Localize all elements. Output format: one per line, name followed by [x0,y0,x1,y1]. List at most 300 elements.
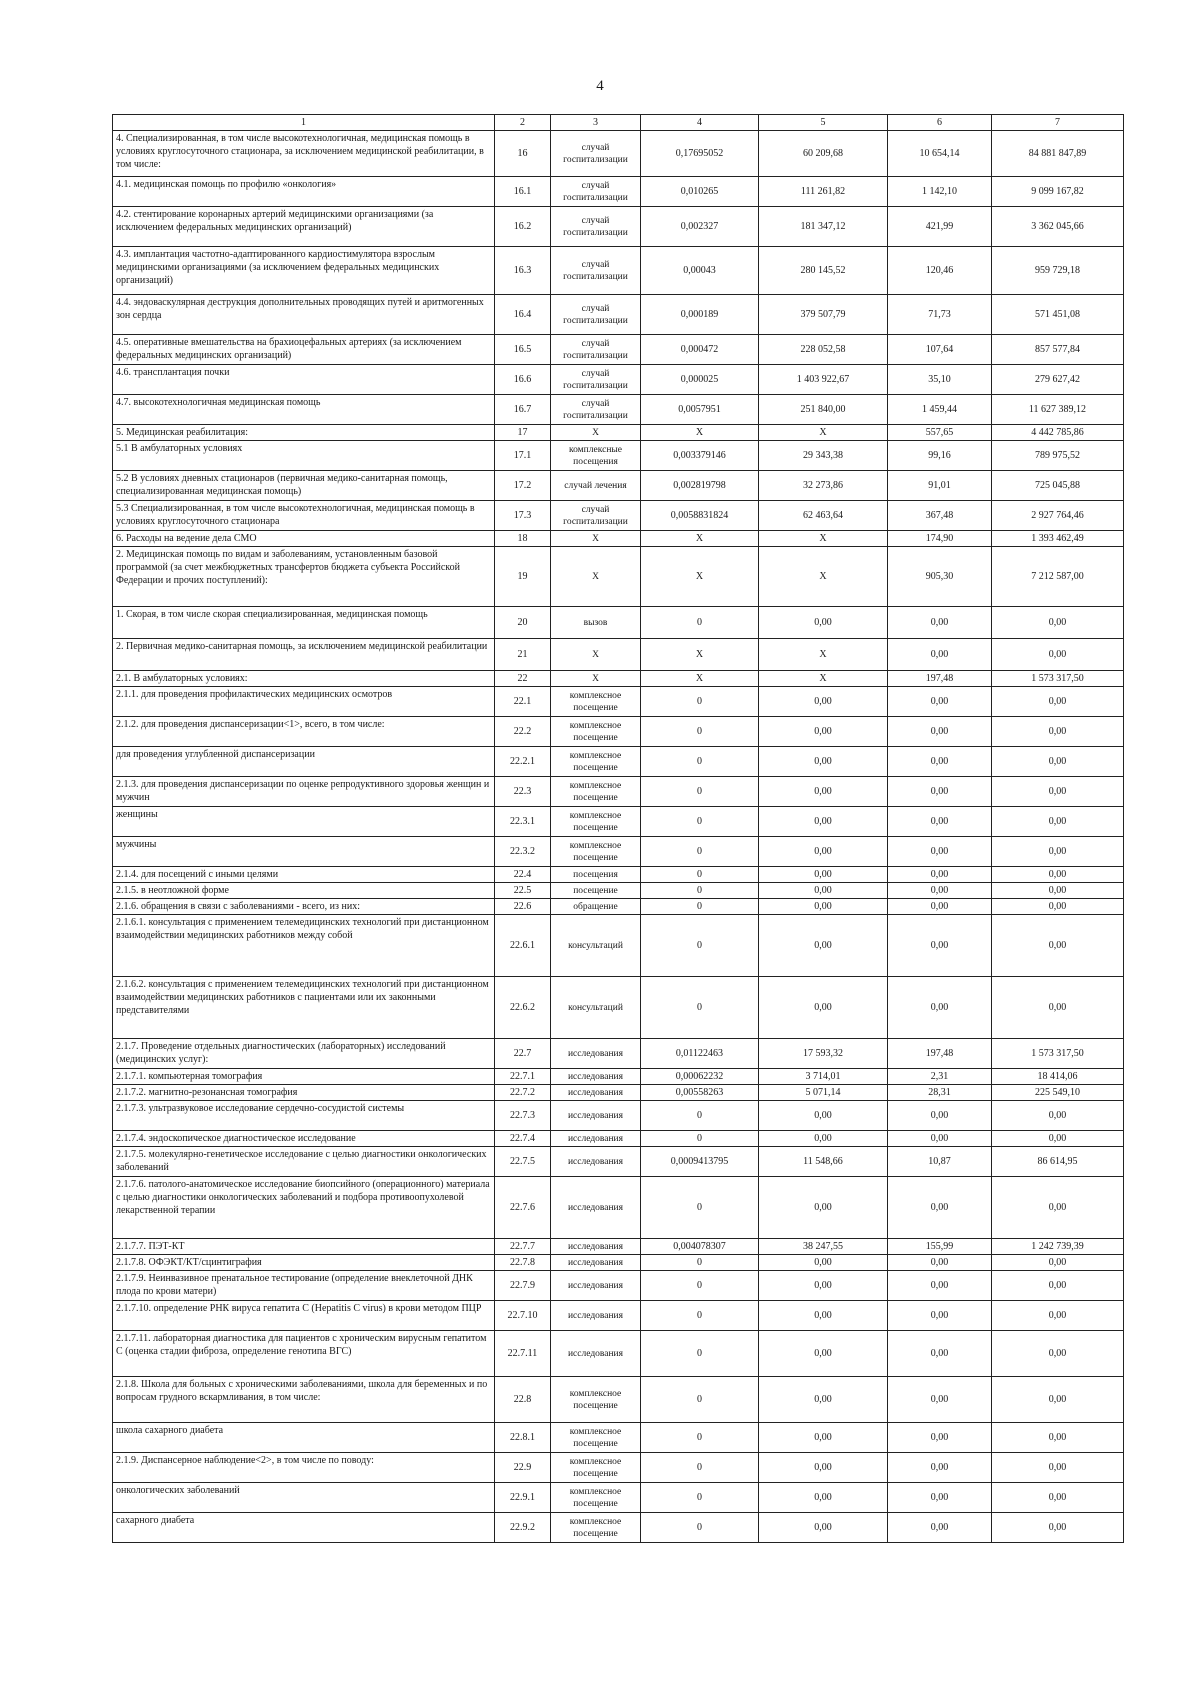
total-cost: 0,00 [992,607,1124,639]
unit-of-measure: случай госпитализации [551,395,641,425]
unit-of-measure: комплексное посещение [551,777,641,807]
row-label: 4.7. высокотехнологичная медицинская помощь [113,395,495,425]
table-row [113,335,1124,365]
total-cost: 789 975,52 [992,441,1124,471]
table-row [113,207,1124,247]
volume-norm: 0,000025 [641,365,759,395]
cost-per-unit: 0,00 [759,747,888,777]
unit-of-measure: комплексное посещение [551,687,641,717]
table-row [113,1331,1124,1377]
per-capita-amount: 0,00 [888,1423,992,1453]
row-number: 22.4 [495,867,551,883]
cost-per-unit: 0,00 [759,607,888,639]
unit-of-measure: Х [551,531,641,547]
table-row [113,1101,1124,1131]
row-label: для проведения углубленной диспансеризации [113,747,495,777]
row-number: 22.2 [495,717,551,747]
row-number: 22.8.1 [495,1423,551,1453]
table-row [113,671,1124,687]
row-number: 17.3 [495,501,551,531]
row-label: 2.1.7.9. Неинвазивное пренатальное тестирование (определение внеклеточной ДНК плода по крови матери) [113,1271,495,1301]
per-capita-amount: 0,00 [888,883,992,899]
total-cost: 0,00 [992,1131,1124,1147]
unit-of-measure: комплексное посещение [551,1483,641,1513]
row-number: 22.8 [495,1377,551,1423]
volume-norm: 0 [641,837,759,867]
row-label: 5.2 В условиях дневных стационаров (первичная медико-санитарная помощь, специализированная медицинская помощь) [113,471,495,501]
per-capita-amount: 0,00 [888,687,992,717]
unit-of-measure: случай госпитализации [551,131,641,177]
volume-norm: 0 [641,717,759,747]
table-row [113,899,1124,915]
row-number: 22.3.1 [495,807,551,837]
cost-per-unit: 0,00 [759,1177,888,1239]
total-cost: 1 242 739,39 [992,1239,1124,1255]
total-cost: 0,00 [992,1483,1124,1513]
total-cost: 0,00 [992,1101,1124,1131]
table-row [113,425,1124,441]
volume-norm: Х [641,547,759,607]
table-row [113,1131,1124,1147]
cost-per-unit: 38 247,55 [759,1239,888,1255]
unit-of-measure: комплексное посещение [551,837,641,867]
row-label: 5. Медицинская реабилитация: [113,425,495,441]
total-cost: 0,00 [992,899,1124,915]
row-number: 22.9.1 [495,1483,551,1513]
volume-norm: 0 [641,1483,759,1513]
volume-norm: 0 [641,607,759,639]
per-capita-amount: 0,00 [888,717,992,747]
row-label: сахарного диабета [113,1513,495,1543]
total-cost: 1 573 317,50 [992,671,1124,687]
total-cost: 84 881 847,89 [992,131,1124,177]
column-number-header-row [113,115,1124,131]
cost-per-unit: 0,00 [759,837,888,867]
per-capita-amount: 0,00 [888,807,992,837]
volume-norm: 0 [641,1271,759,1301]
unit-of-measure: комплексное посещение [551,1423,641,1453]
cost-per-unit: Х [759,531,888,547]
row-number: 18 [495,531,551,547]
row-label: мужчины [113,837,495,867]
volume-norm: 0 [641,1377,759,1423]
table-row [113,1483,1124,1513]
volume-norm: 0,00043 [641,247,759,295]
row-label: 2.1.8. Школа для больных с хроническими заболеваниями, школа для беременных и по вопросам грудного вскармливания, в том числе: [113,1377,495,1423]
row-label: 2.1.6.1. консультация с применением телемедицинских технологий при дистанционном взаимодействии медицинских работников между собой [113,915,495,977]
table-row [113,365,1124,395]
volume-norm: 0,004078307 [641,1239,759,1255]
row-number: 20 [495,607,551,639]
unit-of-measure: исследования [551,1069,641,1085]
per-capita-amount: 10,87 [888,1147,992,1177]
unit-of-measure: случай госпитализации [551,177,641,207]
per-capita-amount: 1 459,44 [888,395,992,425]
volume-norm: 0 [641,915,759,977]
table-row [113,1069,1124,1085]
total-cost: 0,00 [992,867,1124,883]
per-capita-amount: 99,16 [888,441,992,471]
unit-of-measure: Х [551,547,641,607]
per-capita-amount: 0,00 [888,777,992,807]
unit-of-measure: исследования [551,1331,641,1377]
unit-of-measure: посещения [551,867,641,883]
per-capita-amount: 905,30 [888,547,992,607]
per-capita-amount: 0,00 [888,639,992,671]
volume-norm: 0 [641,1453,759,1483]
row-number: 22.7.5 [495,1147,551,1177]
header-col-6: 6 [888,115,992,131]
row-label: 2.1. В амбулаторных условиях: [113,671,495,687]
table-row [113,1271,1124,1301]
table-row [113,131,1124,177]
row-number: 16.1 [495,177,551,207]
unit-of-measure: случай лечения [551,471,641,501]
row-label: 2.1.7. Проведение отдельных диагностических (лабораторных) исследований (медицинских услуг): [113,1039,495,1069]
row-label: 2.1.7.2. магнитно-резонансная томография [113,1085,495,1101]
row-number: 22.7.7 [495,1239,551,1255]
unit-of-measure: консультаций [551,915,641,977]
row-number: 22.5 [495,883,551,899]
financing-table [112,114,1124,1543]
total-cost: 1 393 462,49 [992,531,1124,547]
row-number: 17.2 [495,471,551,501]
header-col-5: 5 [759,115,888,131]
volume-norm: 0,17695052 [641,131,759,177]
row-number: 22.7.11 [495,1331,551,1377]
table-row [113,501,1124,531]
per-capita-amount: 2,31 [888,1069,992,1085]
unit-of-measure: исследования [551,1039,641,1069]
row-number: 22.7.10 [495,1301,551,1331]
total-cost: 0,00 [992,1513,1124,1543]
total-cost: 0,00 [992,1255,1124,1271]
table-row [113,883,1124,899]
cost-per-unit: 0,00 [759,883,888,899]
row-label: 2.1.5. в неотложной форме [113,883,495,899]
per-capita-amount: 0,00 [888,607,992,639]
total-cost: 225 549,10 [992,1085,1124,1101]
volume-norm: 0 [641,1513,759,1543]
total-cost: 9 099 167,82 [992,177,1124,207]
total-cost: 857 577,84 [992,335,1124,365]
unit-of-measure: исследования [551,1177,641,1239]
row-label: 2.1.7.11. лабораторная диагностика для пациентов с хроническим вирусным гепатитом С (оценка стадии фиброза, определение генотипа ВГС) [113,1331,495,1377]
row-number: 16.6 [495,365,551,395]
cost-per-unit: 0,00 [759,1513,888,1543]
row-label: 2.1.7.7. ПЭТ-КТ [113,1239,495,1255]
row-number: 22.7.1 [495,1069,551,1085]
table-row [113,1453,1124,1483]
volume-norm: 0,0058831824 [641,501,759,531]
volume-norm: 0 [641,1131,759,1147]
cost-per-unit: 0,00 [759,977,888,1039]
total-cost: 0,00 [992,1453,1124,1483]
total-cost: 0,00 [992,639,1124,671]
volume-norm: 0 [641,777,759,807]
per-capita-amount: 107,64 [888,335,992,365]
row-label: 5.3 Специализированная, в том числе высокотехнологичная, медицинская помощь в условиях круглосуточного стационара [113,501,495,531]
cost-per-unit: 251 840,00 [759,395,888,425]
per-capita-amount: 557,65 [888,425,992,441]
unit-of-measure: случай госпитализации [551,335,641,365]
row-number: 22.1 [495,687,551,717]
row-label: школа сахарного диабета [113,1423,495,1453]
row-number: 17 [495,425,551,441]
row-label: 2.1.7.3. ультразвуковое исследование сердечно-сосудистой системы [113,1101,495,1131]
total-cost: 86 614,95 [992,1147,1124,1177]
cost-per-unit: 0,00 [759,807,888,837]
row-label: 1. Скорая, в том числе скорая специализированная, медицинская помощь [113,607,495,639]
unit-of-measure: комплексные посещения [551,441,641,471]
row-label: женщины [113,807,495,837]
per-capita-amount: 71,73 [888,295,992,335]
cost-per-unit: 60 209,68 [759,131,888,177]
unit-of-measure: случай госпитализации [551,207,641,247]
cost-per-unit: 5 071,14 [759,1085,888,1101]
unit-of-measure: исследования [551,1085,641,1101]
row-label: 4. Специализированная, в том числе высокотехнологичная, медицинская помощь в условиях круглосуточного стационара, за исключением медицинской реабилитации, в том числе: [113,131,495,177]
total-cost: 725 045,88 [992,471,1124,501]
per-capita-amount: 35,10 [888,365,992,395]
unit-of-measure: исследования [551,1255,641,1271]
per-capita-amount: 0,00 [888,1101,992,1131]
row-number: 22 [495,671,551,687]
per-capita-amount: 28,31 [888,1085,992,1101]
row-number: 22.3 [495,777,551,807]
row-number: 21 [495,639,551,671]
table-row [113,867,1124,883]
row-number: 22.6.1 [495,915,551,977]
row-label: 4.2. стентирование коронарных артерий медицинскими организациями (за исключением федеральных медицинских организаций) [113,207,495,247]
row-label: 6. Расходы на ведение дела СМО [113,531,495,547]
cost-per-unit: 0,00 [759,1101,888,1131]
per-capita-amount: 0,00 [888,899,992,915]
row-number: 16.3 [495,247,551,295]
volume-norm: 0,00062232 [641,1069,759,1085]
row-label: 2.1.7.6. патолого-анатомическое исследование биопсийного (операционного) материала с целью диагностики онкологических заболеваний и подбора противоопухолевой лекарственной терапии [113,1177,495,1239]
per-capita-amount: 0,00 [888,915,992,977]
table-row [113,717,1124,747]
volume-norm: 0,010265 [641,177,759,207]
unit-of-measure: исследования [551,1301,641,1331]
per-capita-amount: 0,00 [888,867,992,883]
per-capita-amount: 0,00 [888,837,992,867]
per-capita-amount: 0,00 [888,977,992,1039]
unit-of-measure: комплексное посещение [551,1513,641,1543]
volume-norm: 0 [641,867,759,883]
row-number: 22.7.8 [495,1255,551,1271]
cost-per-unit: Х [759,671,888,687]
row-number: 16 [495,131,551,177]
row-label: 2.1.7.10. определение РНК вируса гепатита С (Hepatitis C virus) в крови методом ПЦР [113,1301,495,1331]
row-label: 2.1.7.1. компьютерная томография [113,1069,495,1085]
unit-of-measure: консультаций [551,977,641,1039]
cost-per-unit: 0,00 [759,1271,888,1301]
per-capita-amount: 0,00 [888,1131,992,1147]
per-capita-amount: 155,99 [888,1239,992,1255]
cost-per-unit: 379 507,79 [759,295,888,335]
per-capita-amount: 367,48 [888,501,992,531]
unit-of-measure: случай госпитализации [551,295,641,335]
cost-per-unit: 0,00 [759,687,888,717]
table-row [113,837,1124,867]
cost-per-unit: 111 261,82 [759,177,888,207]
row-number: 16.5 [495,335,551,365]
row-label: 2.1.7.4. эндоскопическое диагностическое исследование [113,1131,495,1147]
row-label: 2.1.2. для проведения диспансеризации<1>, всего, в том числе: [113,717,495,747]
total-cost: 0,00 [992,977,1124,1039]
cost-per-unit: 17 593,32 [759,1039,888,1069]
row-label: 2.1.9. Диспансерное наблюдение<2>, в том числе по поводу: [113,1453,495,1483]
row-label: 2. Первичная медико-санитарная помощь, за исключением медицинской реабилитации [113,639,495,671]
total-cost: 2 927 764,46 [992,501,1124,531]
total-cost: 0,00 [992,747,1124,777]
table-row [113,687,1124,717]
cost-per-unit: 1 403 922,67 [759,365,888,395]
total-cost: 0,00 [992,1377,1124,1423]
total-cost: 11 627 389,12 [992,395,1124,425]
row-label: 2.1.1. для проведения профилактических медицинских осмотров [113,687,495,717]
per-capita-amount: 0,00 [888,1483,992,1513]
cost-per-unit: 0,00 [759,915,888,977]
row-number: 16.4 [495,295,551,335]
volume-norm: 0,003379146 [641,441,759,471]
row-label: 2.1.6. обращения в связи с заболеваниями - всего, из них: [113,899,495,915]
per-capita-amount: 1 142,10 [888,177,992,207]
unit-of-measure: вызов [551,607,641,639]
row-number: 22.7.3 [495,1101,551,1131]
unit-of-measure: посещение [551,883,641,899]
table-row [113,639,1124,671]
row-number: 22.7 [495,1039,551,1069]
unit-of-measure: исследования [551,1239,641,1255]
cost-per-unit: 32 273,86 [759,471,888,501]
cost-per-unit: 280 145,52 [759,247,888,295]
cost-per-unit: 0,00 [759,1301,888,1331]
row-number: 22.7.4 [495,1131,551,1147]
unit-of-measure: Х [551,425,641,441]
total-cost: 0,00 [992,1271,1124,1301]
per-capita-amount: 0,00 [888,1453,992,1483]
header-col-1: 1 [113,115,495,131]
row-number: 16.7 [495,395,551,425]
table-row [113,915,1124,977]
unit-of-measure: комплексное посещение [551,747,641,777]
unit-of-measure: случай госпитализации [551,365,641,395]
table-row [113,531,1124,547]
cost-per-unit: 0,00 [759,717,888,747]
per-capita-amount: 10 654,14 [888,131,992,177]
row-label: 2.1.3. для проведения диспансеризации по оценке репродуктивного здоровья женщин и мужчин [113,777,495,807]
cost-per-unit: 3 714,01 [759,1069,888,1085]
per-capita-amount: 197,48 [888,1039,992,1069]
cost-per-unit: Х [759,425,888,441]
row-label: 2.1.7.8. ОФЭКТ/КТ/сцинтиграфия [113,1255,495,1271]
total-cost: 1 573 317,50 [992,1039,1124,1069]
per-capita-amount: 120,46 [888,247,992,295]
total-cost: 959 729,18 [992,247,1124,295]
per-capita-amount: 421,99 [888,207,992,247]
volume-norm: 0 [641,1331,759,1377]
cost-per-unit: 62 463,64 [759,501,888,531]
total-cost: 0,00 [992,837,1124,867]
unit-of-measure: комплексное посещение [551,1377,641,1423]
per-capita-amount: 0,00 [888,1377,992,1423]
per-capita-amount: 0,00 [888,1331,992,1377]
row-number: 17.1 [495,441,551,471]
volume-norm: 0,01122463 [641,1039,759,1069]
per-capita-amount: 0,00 [888,1513,992,1543]
header-col-7: 7 [992,115,1124,131]
volume-norm: 0 [641,747,759,777]
cost-per-unit: 0,00 [759,899,888,915]
total-cost: 18 414,06 [992,1069,1124,1085]
total-cost: 0,00 [992,1301,1124,1331]
table-row [113,1147,1124,1177]
volume-norm: 0 [641,1177,759,1239]
header-col-2: 2 [495,115,551,131]
table-row [113,547,1124,607]
row-number: 22.9.2 [495,1513,551,1543]
row-number: 16.2 [495,207,551,247]
volume-norm: 0 [641,977,759,1039]
unit-of-measure: исследования [551,1147,641,1177]
per-capita-amount: 0,00 [888,1255,992,1271]
header-col-3: 3 [551,115,641,131]
per-capita-amount: 197,48 [888,671,992,687]
total-cost: 0,00 [992,777,1124,807]
volume-norm: 0 [641,687,759,717]
unit-of-measure: Х [551,639,641,671]
volume-norm: 0 [641,1255,759,1271]
cost-per-unit: Х [759,639,888,671]
per-capita-amount: 0,00 [888,1271,992,1301]
table-row [113,607,1124,639]
unit-of-measure: комплексное посещение [551,717,641,747]
cost-per-unit: 0,00 [759,1255,888,1271]
cost-per-unit: 0,00 [759,1131,888,1147]
table-row [113,441,1124,471]
table-row [113,977,1124,1039]
unit-of-measure: исследования [551,1101,641,1131]
total-cost: 0,00 [992,883,1124,899]
row-number: 22.9 [495,1453,551,1483]
cost-per-unit: 181 347,12 [759,207,888,247]
table-row [113,1039,1124,1069]
total-cost: 0,00 [992,1177,1124,1239]
row-label: 2. Медицинская помощь по видам и заболеваниям, установленным базовой программой (за счет межбюджетных трансфертов бюджета субъекта Российской Федерации и прочих поступлений): [113,547,495,607]
row-label: 4.1. медицинская помощь по профилю «онкология» [113,177,495,207]
total-cost: 0,00 [992,717,1124,747]
cost-per-unit: 228 052,58 [759,335,888,365]
volume-norm: 0 [641,883,759,899]
total-cost: 571 451,08 [992,295,1124,335]
table-row [113,1255,1124,1271]
volume-norm: Х [641,639,759,671]
table-row [113,177,1124,207]
volume-norm: Х [641,531,759,547]
cost-per-unit: 0,00 [759,1453,888,1483]
table-row [113,395,1124,425]
table-row [113,247,1124,295]
volume-norm: 0,000472 [641,335,759,365]
volume-norm: 0 [641,1423,759,1453]
total-cost: 3 362 045,66 [992,207,1124,247]
volume-norm: 0,002819798 [641,471,759,501]
cost-per-unit: 11 548,66 [759,1147,888,1177]
table-row [113,777,1124,807]
